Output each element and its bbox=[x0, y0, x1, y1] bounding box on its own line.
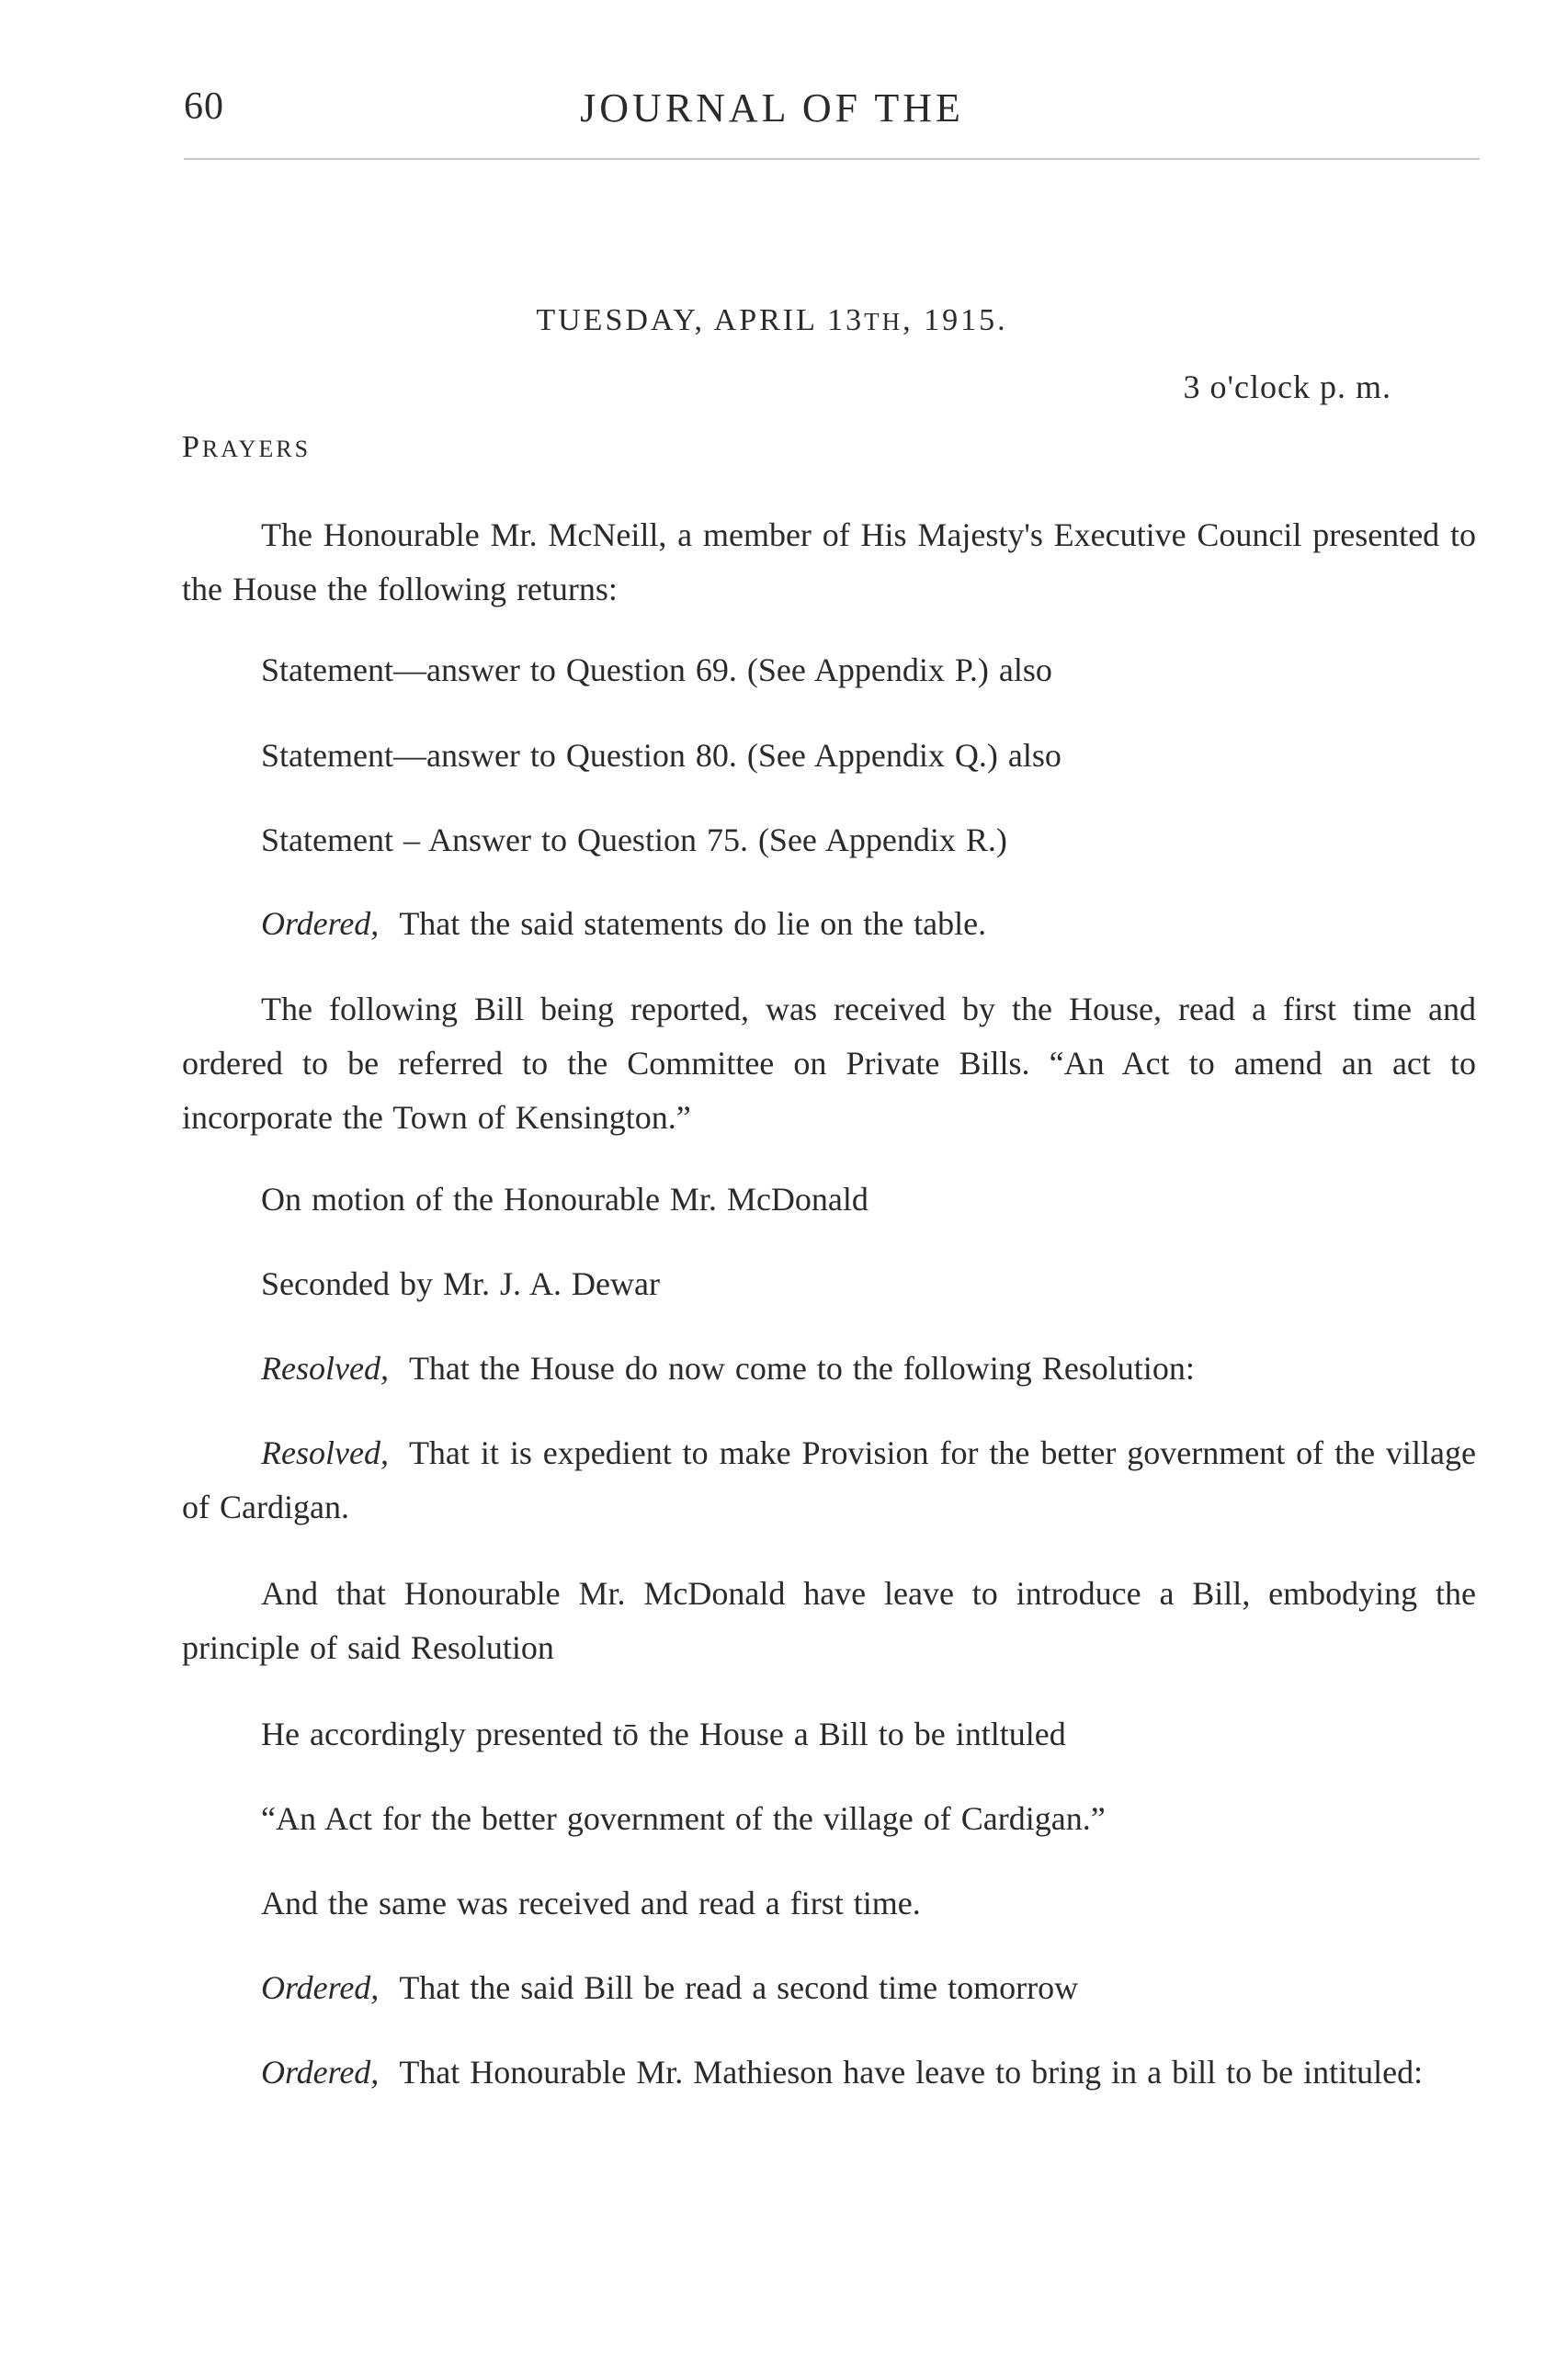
paragraph-text: “An Act for the better government of the village of Cardigan.” bbox=[261, 1800, 1106, 1837]
paragraph-text: That the House do now come to the following Resolution: bbox=[408, 1350, 1195, 1387]
paragraph-text: The Honourable Mr. McNeill, a member of His Majesty's Executive Council presented to the House the following returns: bbox=[182, 516, 1476, 607]
paragraph-text: Statement – Answer to Question 75. (See Appendix R.) bbox=[261, 822, 1007, 858]
date-year: , 1915. bbox=[903, 303, 1008, 337]
paragraph-presented bbox=[182, 1707, 1476, 1762]
prayers-initial: P bbox=[182, 430, 202, 464]
paragraph-seconded bbox=[182, 1257, 1476, 1311]
paragraph-text: That it is expedient to make Provision for the better government of the village of Cardigan. bbox=[182, 1434, 1476, 1525]
paragraph-first-reading bbox=[182, 1876, 1476, 1931]
paragraph-text: Statement—answer to Question 80. (See Appendix Q.) also bbox=[261, 737, 1062, 774]
prayers-heading bbox=[182, 430, 311, 465]
prayers-rest: RAYERS bbox=[201, 436, 312, 462]
paragraph-text: Statement—answer to Question 69. (See Appendix P.) also bbox=[261, 652, 1052, 688]
paragraph-text: That the said Bill be read a second time tomorrow bbox=[399, 1969, 1079, 2006]
paragraph-italic-lead: Ordered, bbox=[261, 2054, 380, 2091]
paragraph-text: And that Honourable Mr. McDonald have leave to introduce a Bill, embodying the principle of said Resolution bbox=[182, 1575, 1476, 1666]
sitting-time: 3 o'clock p. m. bbox=[1183, 368, 1391, 405]
paragraph-italic-lead: Ordered, bbox=[261, 905, 380, 942]
page-number: 60 bbox=[184, 85, 224, 128]
paragraph-ordered-second bbox=[182, 1961, 1476, 2015]
paragraph-bill-kensington bbox=[182, 982, 1476, 1145]
paragraph-leave-introduce bbox=[182, 1567, 1476, 1675]
paragraph-act-title bbox=[182, 1792, 1476, 1846]
paragraph-statement-69 bbox=[182, 643, 1476, 697]
paragraph-resolved-expedient bbox=[182, 1426, 1476, 1535]
paragraph-ordered-table bbox=[182, 897, 1476, 951]
paragraph-text: That Honourable Mr. Mathieson have leave to bring in a bill to be intituled: bbox=[399, 2054, 1424, 2091]
paragraph-italic-lead: Resolved, bbox=[261, 1434, 389, 1471]
paragraph-statement-80 bbox=[182, 729, 1476, 783]
paragraph-statement-75 bbox=[182, 813, 1476, 867]
date-day: TUESDAY, APRIL 13 bbox=[536, 303, 865, 337]
sitting-date bbox=[0, 303, 1544, 338]
paragraph-ordered-mathieson bbox=[182, 2046, 1476, 2100]
paragraph-motion bbox=[182, 1173, 1476, 1227]
paragraph-resolved-come bbox=[182, 1342, 1476, 1396]
paragraph-text: He accordingly presented tō the House a Bill to be intltuled bbox=[261, 1716, 1066, 1752]
paragraph-italic-lead: Ordered, bbox=[261, 1969, 380, 2006]
header-rule bbox=[184, 158, 1480, 160]
paragraph-text: And the same was received and read a first time. bbox=[261, 1885, 921, 1921]
paragraph-text: On motion of the Honourable Mr. McDonald bbox=[261, 1181, 868, 1218]
paragraph-text: The following Bill being reported, was received by the House, read a first time and ordered to be referred to the Committee on Private Bills. “An Act to amend an act to incorporate the Town of Kensington.” bbox=[182, 991, 1476, 1136]
paragraph-italic-lead: Resolved, bbox=[261, 1350, 389, 1387]
date-suffix: TH bbox=[864, 308, 903, 335]
paragraph-text: Seconded by Mr. J. A. Dewar bbox=[261, 1265, 660, 1302]
running-head: JOURNAL OF THE bbox=[580, 85, 964, 130]
paragraph-returns bbox=[182, 508, 1476, 617]
paragraph-text: That the said statements do lie on the table. bbox=[399, 905, 987, 942]
